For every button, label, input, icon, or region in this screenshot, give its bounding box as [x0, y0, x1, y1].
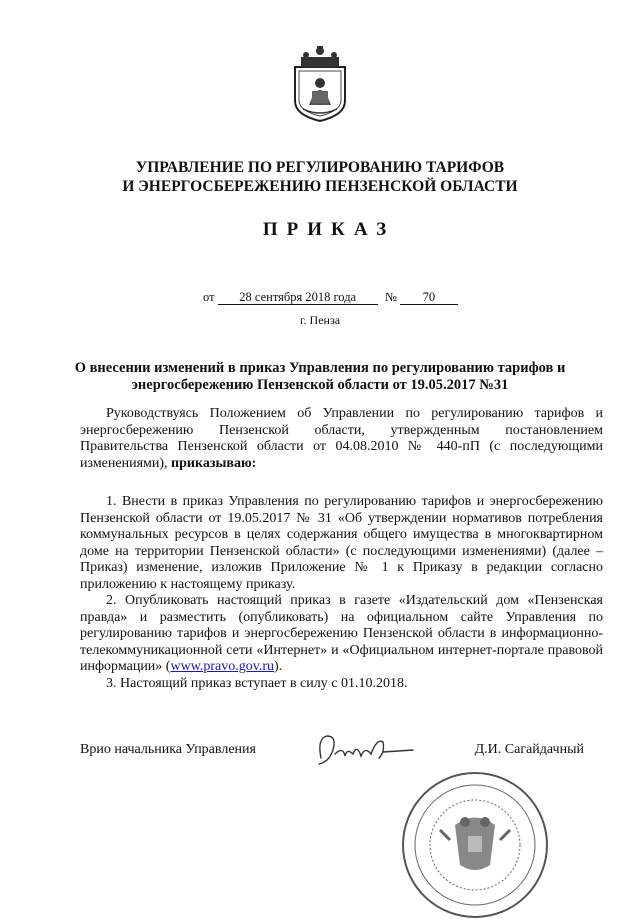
- handwritten-signature: [313, 728, 433, 774]
- subject-line-2: энергосбережению Пензенской области от 19.05.2017 №31: [131, 377, 509, 393]
- order-item-3: 3. Настоящий приказ вступает в силу с 01.10.2018.: [106, 675, 408, 691]
- city: г. Пенза: [299, 313, 341, 327]
- organization-name: [0, 158, 640, 196]
- document-subject: [0, 360, 640, 394]
- order-item-2-end: ).: [274, 659, 283, 674]
- order-item-1: 1. Внести в приказ Управления по регулированию тарифов и энергосбережению Пензенской области от 19.05.2017 № 31 «Об утверждении нормативов потребления коммунальных ресурсов в целях содержания общего имущества в многоквартирном доме на территории Пензенской области» (с последующими изменениями) (далее – Приказ) изменение, изложив Приложение № 1 к Приказу в редакции согласно приложению к настоящему приказу.: [80, 494, 603, 592]
- document-type: ПРИКАЗ: [262, 219, 396, 240]
- subject-line-1: О внесении изменений в приказ Управления по регулированию тарифов и: [74, 360, 566, 376]
- number-prefix: №: [384, 290, 397, 304]
- org-line-1: УПРАВЛЕНИЕ ПО РЕГУЛИРОВАНИЮ ТАРИФОВ: [135, 159, 505, 176]
- preamble-paragraph: [80, 406, 603, 472]
- pravo-link[interactable]: www.pravo.gov.ru: [170, 659, 275, 674]
- document-date: 28 сентября 2018 года: [218, 290, 378, 305]
- official-seal-icon: [400, 770, 550, 920]
- order-item-2: [80, 593, 603, 676]
- org-line-2: И ЭНЕРГОСБЕРЕЖЕНИЮ ПЕНЗЕНСКОЙ ОБЛАСТИ: [122, 178, 518, 195]
- coat-of-arms-icon: [289, 45, 351, 123]
- date-number-line: [203, 290, 458, 305]
- signatory-name: Д.И. Сагайдачный: [474, 742, 584, 757]
- order-items: [80, 494, 603, 692]
- document-number: 70: [400, 290, 458, 305]
- order-item-2-text: 2. Опубликовать настоящий приказ в газете «Издательский дом «Пензенская правда» и разместить (опубликовать) на официальном сайте Управления по регулированию тарифов и энергосбережению Пензенской области в информационно-телекоммуникационной сети «Интернет» и «Официальном интернет-портале правовой информации» (: [80, 593, 603, 674]
- signatory-position: Врио начальника Управления: [80, 742, 256, 757]
- preamble-text: Руководствуясь Положением об Управлении по регулированию тарифов и энергосбережению Пензенской области, утвержденным постановлением Правительства Пензенской области от 04.08.2010 № 440-пП (с последующими изменениями),: [80, 406, 603, 471]
- preamble-order-word: приказываю:: [171, 455, 257, 471]
- date-prefix: от: [203, 290, 215, 304]
